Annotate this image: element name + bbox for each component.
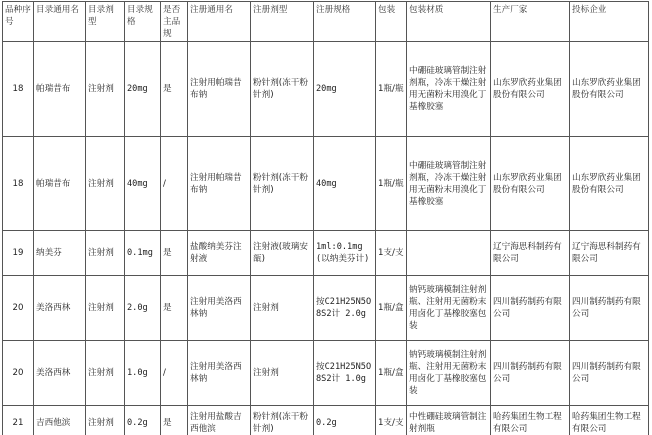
table-cell: 19 — [3, 231, 34, 276]
table-cell: 注射剂 — [86, 231, 125, 276]
table-header-row — [3, 2, 649, 42]
table-cell: 20mg — [125, 42, 161, 137]
table-cell: 注射用美洛西林钠 — [188, 341, 251, 406]
header-cell: 注册规格 — [314, 2, 376, 42]
table-cell: 美洛西林 — [34, 276, 86, 341]
header-cell: 生产厂家 — [491, 2, 570, 42]
table-cell: 四川制药制药有限公司 — [491, 341, 570, 406]
table-cell: 辽宁海思科制药有限公司 — [491, 231, 570, 276]
header-cell: 品种序号 — [3, 2, 34, 42]
table-cell: 2.0g — [125, 276, 161, 341]
table-cell: 1ml:0.1mg(以纳美芬计) — [314, 231, 376, 276]
table-cell: 注射用盐酸吉西他滨 — [188, 406, 251, 435]
table-cell: 注射剂 — [86, 42, 125, 137]
table-cell: 山东罗欣药业集团股份有限公司 — [491, 137, 570, 231]
table-cell: 帕瑞昔布 — [34, 42, 86, 137]
table-cell: / — [161, 137, 188, 231]
table-cell: 20 — [3, 341, 34, 406]
table-cell: 0.1mg — [125, 231, 161, 276]
table-cell — [407, 231, 491, 276]
table-cell: 粉针剂(冻干粉针剂) — [251, 406, 314, 435]
table-cell: 注射剂 — [86, 276, 125, 341]
table-cell: / — [161, 341, 188, 406]
header-cell: 目录规格 — [125, 2, 161, 42]
table-cell: 盐酸纳美芬注射液 — [188, 231, 251, 276]
table-cell: 0.2g — [314, 406, 376, 435]
drug-bid-table — [2, 1, 649, 435]
table-row — [3, 42, 649, 137]
table-cell: 21 — [3, 406, 34, 435]
header-cell: 注册剂型 — [251, 2, 314, 42]
table-cell: 注射剂 — [86, 406, 125, 435]
header-cell: 目录剂型 — [86, 2, 125, 42]
table-row — [3, 137, 649, 231]
table-cell: 注射剂 — [86, 137, 125, 231]
table-cell: 山东罗欣药业集团股份有限公司 — [570, 42, 649, 137]
table-cell: 山东罗欣药业集团股份有限公司 — [570, 137, 649, 231]
table-cell: 是 — [161, 276, 188, 341]
table-cell: 1.0g — [125, 341, 161, 406]
table-cell: 注射剂 — [251, 341, 314, 406]
table-cell: 1支/支 — [376, 231, 407, 276]
header-cell: 目录通用名 — [34, 2, 86, 42]
table-cell: 0.2g — [125, 406, 161, 435]
table-cell: 中硼硅玻璃管制注射剂瓶，冷冻干燥注射用无菌粉末用溴化丁基橡胶塞 — [407, 137, 491, 231]
table-cell: 是 — [161, 406, 188, 435]
table-row — [3, 341, 649, 406]
table-cell: 钠钙玻璃模制注射剂瓶、注射用无菌粉末用卤化丁基橡胶塞包装 — [407, 341, 491, 406]
table-cell: 四川制药制药有限公司 — [570, 276, 649, 341]
table-row — [3, 406, 649, 435]
table-cell: 1支/支 — [376, 406, 407, 435]
table-cell: 18 — [3, 137, 34, 231]
table-cell: 哈药集团生物工程有限公司 — [491, 406, 570, 435]
table-cell: 钠钙玻璃模制注射剂瓶、注射用无菌粉末用卤化丁基橡胶塞包装 — [407, 276, 491, 341]
table-cell: 18 — [3, 42, 34, 137]
table-cell: 20 — [3, 276, 34, 341]
table-cell: 按C21H25N5O8S2计 2.0g — [314, 276, 376, 341]
table-cell: 注射用帕瑞昔布钠 — [188, 137, 251, 231]
table-row — [3, 276, 649, 341]
table-cell: 1瓶/盒 — [376, 276, 407, 341]
table-cell: 注射用美洛西林钠 — [188, 276, 251, 341]
table-cell: 山东罗欣药业集团股份有限公司 — [491, 42, 570, 137]
table-cell: 哈药集团生物工程有限公司 — [570, 406, 649, 435]
table-cell: 注射液(玻璃安瓿) — [251, 231, 314, 276]
table-cell: 是 — [161, 42, 188, 137]
table-cell: 40mg — [314, 137, 376, 231]
table-cell: 40mg — [125, 137, 161, 231]
table-cell: 辽宁海思科制药有限公司 — [570, 231, 649, 276]
table-row — [3, 231, 649, 276]
table-cell: 四川制药制药有限公司 — [570, 341, 649, 406]
table-cell: 粉针剂(冻干粉针剂) — [251, 137, 314, 231]
table-cell: 纳美芬 — [34, 231, 86, 276]
header-cell: 包装材质 — [407, 2, 491, 42]
table-cell: 1瓶/盒 — [376, 341, 407, 406]
table-cell: 美洛西林 — [34, 341, 86, 406]
table-cell: 四川制药制药有限公司 — [491, 276, 570, 341]
table-cell: 是 — [161, 231, 188, 276]
header-cell: 是否主品规 — [161, 2, 188, 42]
table-cell: 中性硼硅玻璃管制注射剂瓶 — [407, 406, 491, 435]
table-cell: 吉西他滨 — [34, 406, 86, 435]
header-cell: 包装 — [376, 2, 407, 42]
table-cell: 1瓶/瓶 — [376, 137, 407, 231]
table-cell: 按C21H25N5O8S2计 1.0g — [314, 341, 376, 406]
table-cell: 帕瑞昔布 — [34, 137, 86, 231]
table-cell: 中硼硅玻璃管制注射剂瓶，冷冻干燥注射用无菌粉末用溴化丁基橡胶塞 — [407, 42, 491, 137]
table-cell: 注射用帕瑞昔布钠 — [188, 42, 251, 137]
table-cell: 1瓶/瓶 — [376, 42, 407, 137]
table-cell: 20mg — [314, 42, 376, 137]
table-cell: 注射剂 — [86, 341, 125, 406]
header-cell: 投标企业 — [570, 2, 649, 42]
table-cell: 粉针剂(冻干粉针剂) — [251, 42, 314, 137]
table-cell: 注射剂 — [251, 276, 314, 341]
header-cell: 注册通用名 — [188, 2, 251, 42]
